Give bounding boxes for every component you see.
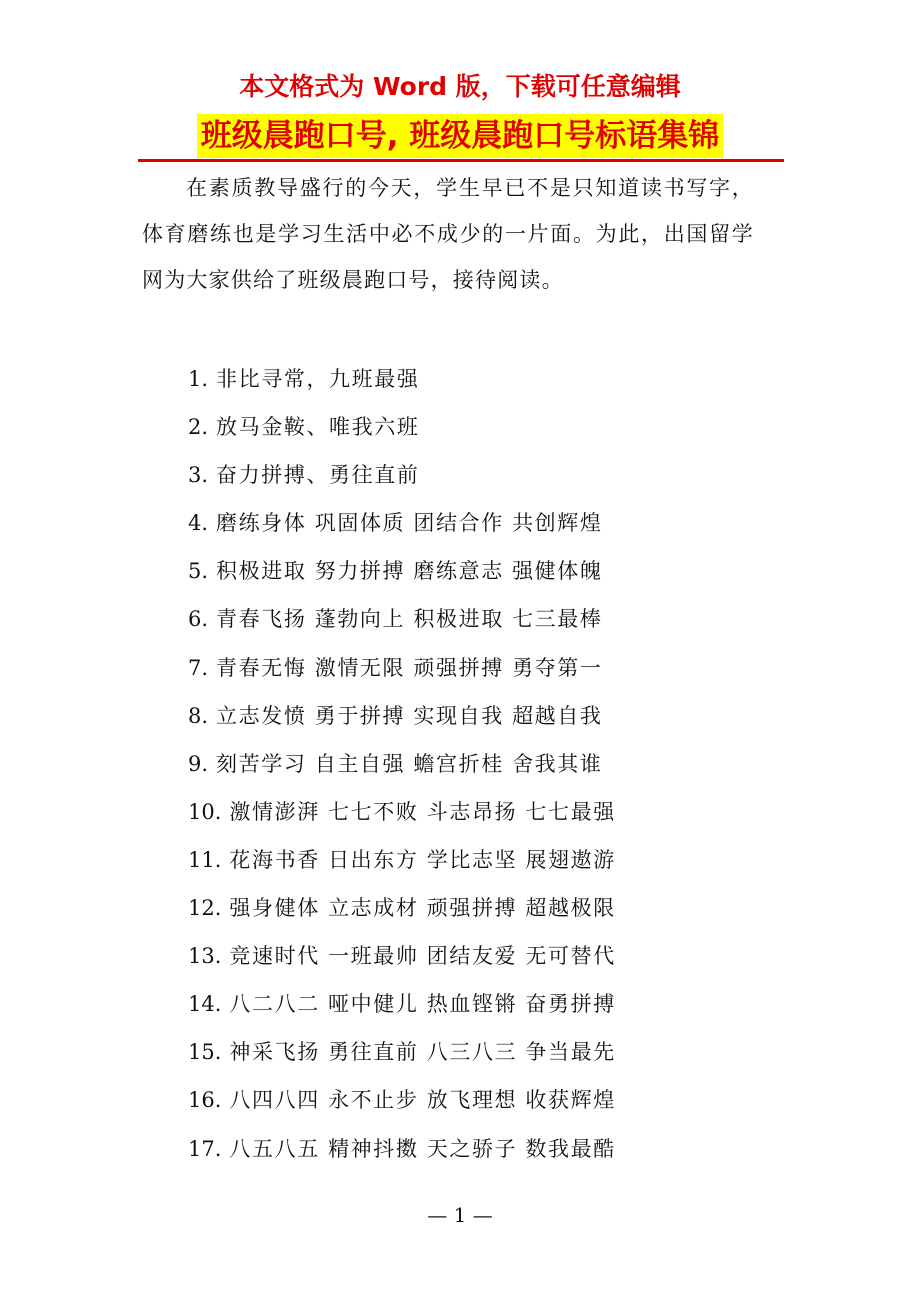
list-item — [188, 692, 616, 740]
title-divider — [138, 159, 784, 162]
list-item — [188, 932, 616, 980]
item-text: 青春无悔 激情无限 顽强拼搏 勇夺第一 — [216, 655, 603, 680]
list-item — [188, 547, 616, 595]
item-number: 1. — [188, 367, 209, 391]
item-text: 竞速时代 一班最帅 团结友爱 无可替代 — [229, 944, 616, 969]
item-number: 5. — [188, 559, 209, 584]
item-text: 刻苦学习 自主自强 蟾宫折桂 舍我其谁 — [216, 751, 603, 776]
item-text: 立志发愤 勇于拼搏 实现自我 超越自我 — [216, 703, 603, 728]
list-item — [188, 595, 616, 643]
item-number: 6. — [188, 607, 209, 632]
list-item — [188, 980, 616, 1028]
list-item — [188, 403, 616, 451]
item-number: 12. — [188, 896, 222, 921]
item-text: 强身健体 立志成材 顽强拼搏 超越极限 — [229, 896, 616, 921]
item-number: 2. — [188, 415, 209, 440]
item-number: 7. — [188, 655, 209, 680]
item-number: 9. — [188, 751, 209, 776]
slogan-list — [188, 355, 616, 1173]
intro-paragraph: 在素质教导盛行的今天，学生早已不是只知道读书写字，体育磨练也是学习生活中必不成少的一片面。为此，出国留学网为大家供给了班级晨跑口号，接待阅读。 — [142, 176, 754, 292]
list-item — [188, 884, 616, 932]
list-item — [188, 740, 616, 788]
item-number: 13. — [188, 944, 222, 969]
list-item — [188, 1028, 616, 1076]
list-item — [188, 1125, 616, 1173]
list-item — [188, 788, 616, 836]
item-text: 八四八四 永不止步 放飞理想 收获辉煌 — [229, 1088, 616, 1113]
item-text: 非比寻常，九班最强 — [216, 367, 420, 391]
item-number: 17. — [188, 1136, 222, 1161]
item-number: 15. — [188, 1040, 222, 1065]
item-text: 激情澎湃 七七不败 斗志昂扬 七七最强 — [229, 799, 616, 824]
list-item — [188, 644, 616, 692]
item-text: 放马金鞍、唯我六班 — [216, 415, 420, 440]
item-number: 11. — [188, 847, 222, 872]
item-number: 8. — [188, 703, 209, 728]
item-number: 4. — [188, 511, 209, 536]
list-item — [188, 1076, 616, 1124]
item-number: 16. — [188, 1088, 222, 1113]
item-text: 神采飞扬 勇往直前 八三八三 争当最先 — [229, 1040, 616, 1065]
item-text: 八五八五 精神抖擞 天之骄子 数我最酷 — [229, 1136, 616, 1161]
item-number: 14. — [188, 992, 222, 1017]
page-number: — 1 — — [427, 1203, 493, 1227]
document-title: 班级晨跑口号, 班级晨跑口号标语集锦 — [197, 114, 724, 158]
item-text: 奋力拼搏、勇往直前 — [216, 463, 420, 488]
item-text: 花海书香 日出东方 学比志坚 展翅遨游 — [229, 847, 616, 872]
item-text: 磨练身体 巩固体质 团结合作 共创辉煌 — [216, 511, 603, 536]
item-text: 八二八二 哑中健儿 热血铿锵 奋勇拼搏 — [229, 992, 616, 1017]
list-item — [188, 451, 616, 499]
item-text: 积极进取 努力拼搏 磨练意志 强健体魄 — [216, 559, 603, 584]
list-item — [188, 836, 616, 884]
item-text: 青春飞扬 蓬勃向上 积极进取 七三最棒 — [216, 607, 603, 632]
item-number: 3. — [188, 463, 209, 488]
item-number: 10. — [188, 799, 222, 824]
format-notice: 本文格式为 Word 版，下载可任意编辑 — [239, 72, 681, 101]
list-item — [188, 355, 616, 403]
list-item — [188, 499, 616, 547]
title-container — [0, 114, 920, 158]
